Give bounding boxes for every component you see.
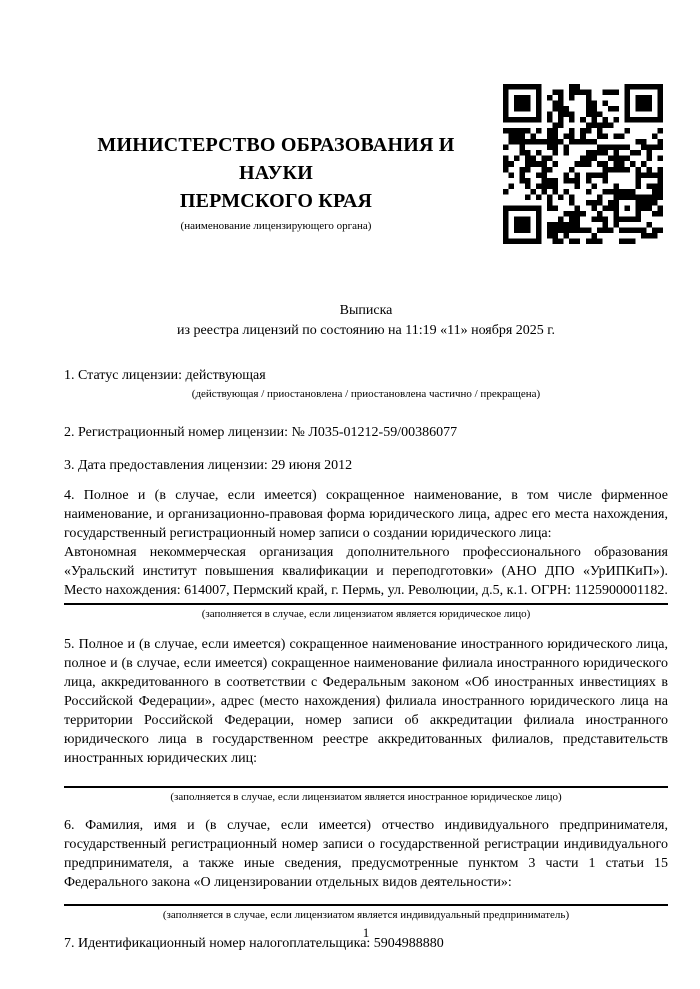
document-subtitle: из реестра лицензий по состоянию на 11:19 «11» ноября 2025 г.: [177, 323, 555, 338]
document-title: Выписка: [339, 303, 393, 318]
license-item-status: [64, 366, 668, 401]
fill-in-line: [64, 786, 668, 788]
license-item-individual-entrepreneur: [64, 816, 668, 922]
page-number: 1: [362, 925, 370, 940]
ministry-name-line1: МИНИСТЕРСТВО ОБРАЗОВАНИЯ И НАУКИ: [97, 134, 455, 184]
entrepreneur-question: 6. Фамилия, имя и (в случае, если имеется) отчество индивидуального предпринимателя, государственный регистрационный номер записи о государственной регистрации индивидуального предпринимателя, а также иные сведения, предусмотренные пунктом 3 части 1 статьи 15 Федерального закона «О лицензировании отдельных видов деятельности»:: [64, 818, 668, 890]
grant-date-text: 3. Дата предоставления лицензии: 29 июня 2012: [64, 458, 353, 473]
license-details: [64, 366, 668, 953]
foreign-entity-caption: (заполняется в случае, если лицензиатом является иностранное юридическое лицо): [170, 791, 562, 803]
registration-number-text: 2. Регистрационный номер лицензии: № Л035-01212-59/00386077: [64, 425, 458, 440]
license-item-foreign-entity: [64, 635, 668, 804]
entrepreneur-caption: (заполняется в случае, если лицензиатом является индивидуальный предприниматель): [162, 909, 570, 921]
taxpayer-number-text: 7. Идентификационный номер налогоплательщика: 5904988880: [64, 936, 444, 951]
legal-entity-question: 4. Полное и (в случае, если имеется) сокращенное наименование, в том числе фирменное наименование, и организационно-правовая форма юридического лица, адрес его места нахождения, государственный регистрационный номер записи о создании юридического лица:: [64, 488, 668, 541]
foreign-entity-question: 5. Полное и (в случае, если имеется) сокращенное наименование иностранного юридического лица, полное и (в случае, если имеется) сокращенное наименование филиала иностранного юридического лица, аккредитованного в соответствии с Федеральным законом «Об иностранных инвестициях в Российской Федерации», адрес (место нахождения) филиала иностранного юридического лица на территории Российской Федерации, номер записи об аккредитации филиала иностранного юридического лица в государственном реестре аккредитованных филиалов, представительств иностранных юридических лиц:: [64, 637, 668, 766]
ministry-name-line2: ПЕРМСКОГО КРАЯ: [179, 190, 373, 212]
license-item-legal-entity: [64, 486, 668, 621]
license-item-grant-date: [64, 456, 668, 475]
qr-code: [503, 84, 663, 244]
fill-in-line: [64, 603, 668, 605]
ministry-caption: (наименование лицензирующего органа): [180, 220, 372, 232]
licensing-authority-header: [64, 131, 488, 233]
document-title-block: [64, 301, 668, 341]
license-item-registration-number: [64, 423, 668, 442]
status-options-caption: (действующая / приостановлена / приостановлена частично / прекращена): [191, 388, 541, 400]
legal-entity-value: Автономная некоммерческая организация дополнительного профессионального образования «Уральский институт повышения квалификации и переподготовки» (АНО ДПО «УрИПКиП»). Место нахождения: 614007, Пермский край, г. Пермь, ул. Революции, д.5, к.1. ОГРН: 1125900001182.: [64, 545, 668, 598]
status-text: 1. Статус лицензии: действующая: [64, 368, 266, 383]
legal-entity-caption: (заполняется в случае, если лицензиатом является юридическое лицо): [201, 608, 531, 620]
fill-in-line: [64, 904, 668, 906]
